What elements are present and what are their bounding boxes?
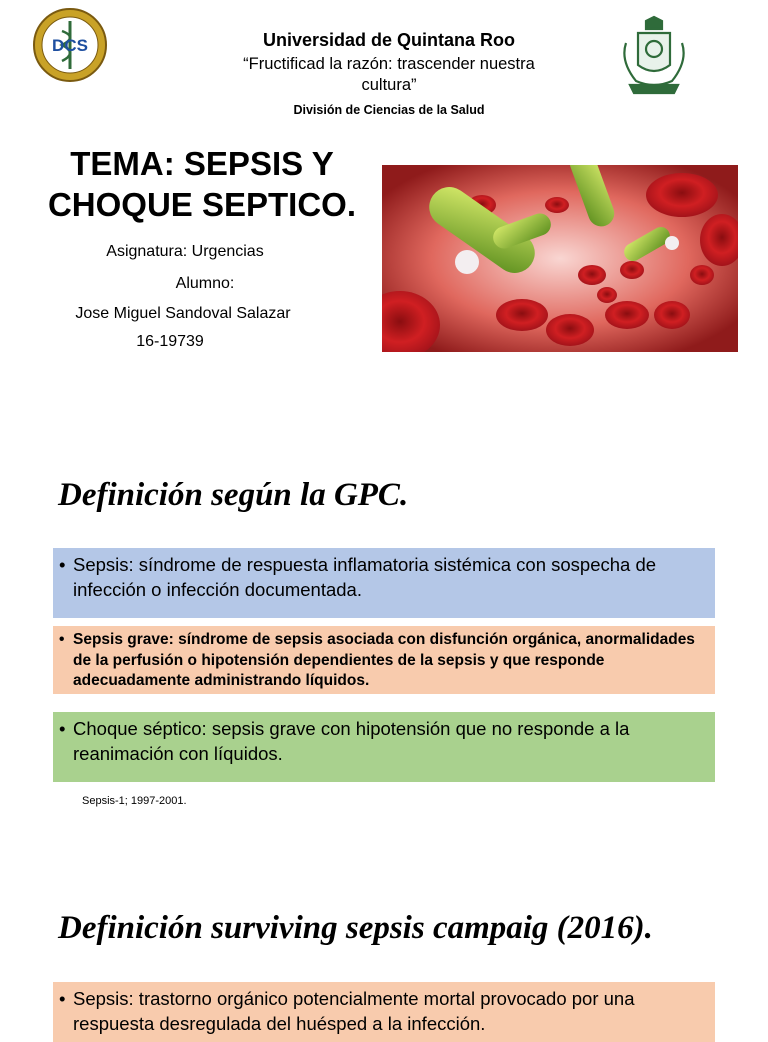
section-heading-gpc: Definición según la GPC. <box>58 477 409 513</box>
subject-text: Asignatura: Urgencias <box>106 243 264 260</box>
logo-text: DCS <box>52 36 88 55</box>
citation: Sepsis-1; 1997-2001. <box>82 795 187 807</box>
dcs-logo <box>32 7 108 83</box>
definition-text: • Sepsis: síndrome de respuesta inflamatoria sistémica con sospecha de infección o infección documentada. <box>73 552 705 602</box>
university-crest-icon <box>616 15 692 97</box>
university-name: Universidad de Quintana Roo <box>262 30 516 50</box>
university-motto <box>190 54 588 96</box>
definition-card-sepsis-2016 <box>53 982 715 1042</box>
student-name: Jose Miguel Sandoval Salazar <box>75 305 291 322</box>
definition-text: • Sepsis: trastorno orgánico potencialmente mortal provocado por una respuesta desregulada del huésped a la infección. <box>73 986 705 1036</box>
section-heading-surviving-sepsis: Definición surviving sepsis campaig (2016). <box>58 910 653 946</box>
definition-card-sepsis <box>53 548 715 618</box>
bacteria-bloodstream-illustration <box>382 165 738 352</box>
page-title <box>42 143 362 225</box>
definition-text: • Sepsis grave: síndrome de sepsis asociada con disfunción orgánica, anormalidades de la perfusión o hipotensión dependientes de la sepsis y que responde adecuadamente administrando líquidos. <box>73 630 705 692</box>
division-name: División de Ciencias de la Salud <box>293 103 485 117</box>
student-label: Alumno: <box>175 275 235 292</box>
motto-line2: cultura” <box>361 76 417 94</box>
title-line1: TEMA: SEPSIS Y <box>70 145 334 182</box>
definition-card-sepsis-grave <box>53 626 715 694</box>
student-id: 16-19739 <box>136 333 204 350</box>
motto-line1: “Fructificad la razón: trascender nuestra <box>243 55 535 73</box>
definition-text: • Choque séptico: sepsis grave con hipotensión que no responde a la reanimación con líquidos. <box>73 716 705 766</box>
title-line2: CHOQUE SEPTICO. <box>47 186 357 223</box>
definition-card-choque-septico <box>53 712 715 782</box>
